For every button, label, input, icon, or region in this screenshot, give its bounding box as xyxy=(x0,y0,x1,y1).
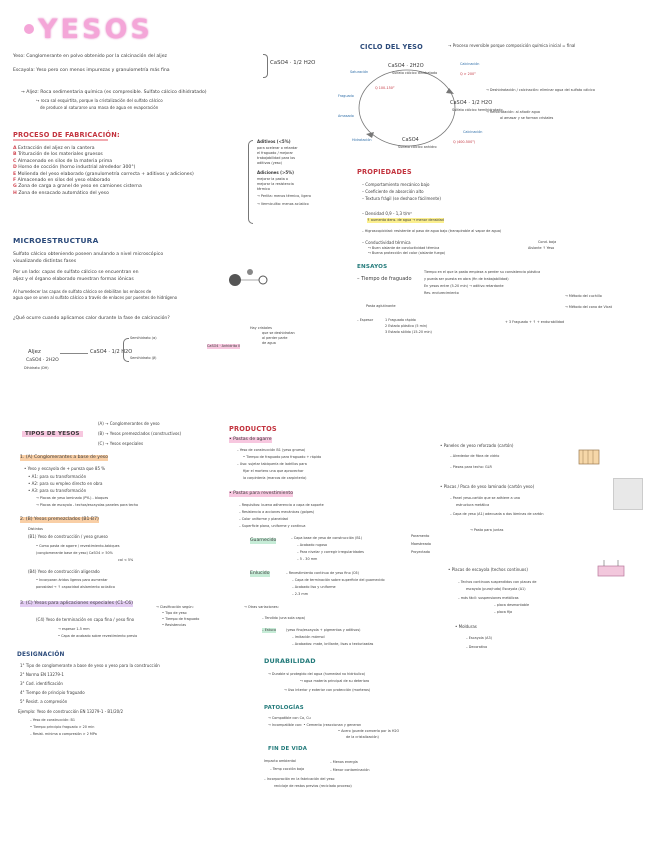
list-item: H Zona de ensacado automático del yeso xyxy=(13,190,109,196)
paneles-line: – Alrededor de fibra de vidrio xyxy=(450,454,500,458)
proceso-list xyxy=(13,146,194,197)
paneles-title: • Paneles de yeso reforzado (cartón) xyxy=(440,443,514,448)
patologias-line: → Compatible con Ca, Cu xyxy=(268,716,311,720)
heading-productos: PRODUCTOS xyxy=(229,425,277,433)
molduras-line: – Escayola (A3) xyxy=(466,636,492,640)
adiciones-line: → Vermiculita: menos acústico xyxy=(257,202,309,206)
tipo-c-line: → Clasificación según: xyxy=(156,605,194,609)
patologias-line: de la cristalización) xyxy=(346,735,379,739)
enlucido-line: – Capa de terminación sobre superficie del guarnecido xyxy=(292,578,385,582)
ensayo-desc: Tiempo en el que la pasta empieza a perder su consistencia plástica xyxy=(424,270,541,274)
ensayo-espesor: – Espesor xyxy=(357,318,374,322)
micro-label: Semihidrato (β) xyxy=(130,356,157,360)
definition-yeso: Yeso: Conglomerante en polvo obtenido por la calcinación del aljez xyxy=(13,54,167,59)
guarnecido-line: – 5 - 30 mm xyxy=(297,557,318,561)
fin-vida-line: – Temp cocción baja xyxy=(270,767,305,771)
prop-cond-sub: ↪ Buena protección del calor (aislante fuego) xyxy=(368,251,446,255)
tipo-b-line: porosidad → ↑ capacidad aislamiento acústico xyxy=(36,585,115,589)
guarnecido-side: Proyectado xyxy=(411,550,430,554)
tipo-c-heading: 3. (C) Yesos para aplicaciones especiales (C1-C6) xyxy=(20,601,133,606)
aditivos-line: el fraguado / mejorar xyxy=(257,151,293,155)
designacion-ex-line: – Resist. mínima a compresión > 2 MPa xyxy=(30,732,97,736)
micro-line: Sulfato cálcico obteniendo poseen anulando a nivel microscópico xyxy=(13,252,164,257)
tipo-c-line: • Resistencias xyxy=(162,623,187,627)
designacion-ex-line: • Tiempo principio fraguado > 20 min xyxy=(30,725,95,729)
list-item: C Almacenado en silos de la materia prima xyxy=(13,158,113,164)
heading-proceso: PROCESO DE FABRICACIÓN: xyxy=(13,131,120,139)
tendido: – Tendido (una sola capa) xyxy=(262,616,306,620)
heading-underline xyxy=(13,139,108,141)
enlucido-line: – Acabado liso y uniforme xyxy=(292,585,336,589)
otras-variaciones: → Otras variaciones: xyxy=(244,605,279,609)
enlucido-line: – Revestimiento continuo de yeso fino (C6) xyxy=(286,571,359,575)
molduras-line: – Decorativo xyxy=(466,645,488,649)
micro-line: aljez y el órgano elaborado muestran formas iónicas xyxy=(13,277,134,282)
tipo-b-line: • Como pasta de agarre / revestimiento-tabiques xyxy=(36,544,120,548)
adiciones-line: → Perlita: menos térmico, ligero xyxy=(257,194,311,198)
fin-vida-line: – Incorporación en la fabricación del yeso xyxy=(264,777,335,781)
estuco-line: – Imitación mármol xyxy=(292,635,325,639)
cycle-arrow-label: Fraguado xyxy=(338,94,354,98)
cycle-node-right-sub: Sulfato cálcico hemihidratado xyxy=(452,108,503,112)
prop-aislante: Aislante ↑ Yeso xyxy=(528,246,555,250)
ensayo-espesor-side: + 3 Fraguado + ↑ + endurabilidad xyxy=(505,320,565,324)
arrow-line xyxy=(60,353,88,354)
cycle-arrow-label: Calcinación xyxy=(460,62,480,66)
tipo-a-line: • A3: para su transformación xyxy=(28,488,87,493)
micro-line: agua que se unen al sulfato cálcico a través de enlaces por puentes de hidrógeno xyxy=(13,295,178,300)
durabilidad-line: → Durable si protegido del agua (humedad no hidráulico) xyxy=(268,672,366,676)
panel-icon xyxy=(577,446,603,468)
list-item: G Zona de carga a granel de yeso en camiones cisterna xyxy=(13,184,142,190)
designacion-ex-line: – Yeso de construcción: B1 xyxy=(30,718,76,722)
prop-line: – Textura frágil (se deshace fácilmente) xyxy=(362,196,441,201)
prop-densidad: – Densidad 0,9 - 1,3 t/m³ xyxy=(362,211,412,216)
cycle-temp: Q (400-500°) xyxy=(453,140,476,144)
prod-line: fijar el mortero una que aprovechar xyxy=(243,469,304,473)
placas-line: → Pasta para juntas xyxy=(470,528,504,532)
list-item: E Molienda del yeso elaborado (granulometría correcta + aditivos y adiciones) xyxy=(13,171,194,177)
prod-line: la carpintería (marcos de carpintería) xyxy=(243,476,307,480)
productos-pasta-agarre: • Pastas de agarre xyxy=(229,437,272,442)
molecule-icon xyxy=(225,262,275,296)
placas-laminado-title: • Placas / Paca de yeso laminado (cartón yeso) xyxy=(440,484,535,489)
micro-line: Al humedecer las capas de sulfato cálcico se debilitan los enlaces de xyxy=(13,289,152,294)
title-dot-icon xyxy=(24,24,34,34)
ensayo-espesor-line: 2 Estado plástico (5 min) xyxy=(385,324,428,328)
tipo-b-line: (B1) Yeso de construcción / yeso grueso xyxy=(28,534,108,539)
micro-note: Hay cristales xyxy=(250,326,272,330)
enlucido-label: Enlucido xyxy=(250,571,270,576)
page-title: YESOS xyxy=(38,14,153,45)
prod-line: – Color uniforme y planeidad xyxy=(239,517,288,521)
ensayo-espesor-line: 3 Estado sólido (15-20 min) xyxy=(385,330,432,334)
escayola-line: – más fácil: suspensiones metálicas xyxy=(458,596,519,600)
paneles-line: – Piezas para techo: GLR xyxy=(450,465,492,469)
escayola-line: escayola (pura/ruda) Escayola (A1) xyxy=(466,587,526,591)
tipo-a-line: • A1: para su transformación xyxy=(28,474,87,479)
placa-image-icon xyxy=(613,478,643,510)
estuco-line: – Acabados: mate, brillante, lisas o texturizadas xyxy=(292,642,374,646)
tipo-c-line: • Tiempo de fraguado xyxy=(162,617,200,621)
tipo-c-line: • Capa de acabado sobre revestimiento previo xyxy=(58,634,138,638)
formula: CaSO4 · 1/2 H2O xyxy=(270,60,316,66)
prod-line: – Yeso de construcción B1 (yeso grueso) xyxy=(237,448,306,452)
list-item: B Trituración de los materiales gruesos xyxy=(13,152,103,158)
micro-note: de agua xyxy=(262,341,276,345)
prop-line: – Comportamiento mecánico bajo xyxy=(362,182,430,187)
prop-baja: Cond. baja xyxy=(538,240,557,244)
list-item: F Almacenado en silos del yeso elaborado xyxy=(13,178,111,184)
designacion-line: 2° Norma EN 13279-1 xyxy=(20,672,64,677)
ensayo-desc: En yesos entre (5-20 min) → aditivo retardante xyxy=(424,284,504,288)
tipo-c-line: → espesor 1-5 mm xyxy=(58,627,90,631)
tipo-b-line: Distintos xyxy=(28,527,43,531)
heading-ensayos: ENSAYOS xyxy=(357,264,388,270)
heading-tipos: TIPOS DE YESOS xyxy=(22,431,83,437)
prod-line: – Uso: sujetar tabiquería de ladrillos para xyxy=(237,462,307,466)
tipo-a-line: • A2: para su empleo directo en obra xyxy=(28,481,103,486)
enlucido-line: – 2-3 mm xyxy=(292,592,308,596)
tipo-c-line: • Tipo de yeso xyxy=(162,611,187,615)
fin-vida-line: – Menos energía xyxy=(330,760,358,764)
micro-label: Semihidrato (α) xyxy=(130,336,157,340)
fin-vida-line: – Menor contaminación xyxy=(330,768,370,772)
placas-line: – Panel yeso-cartón que se adhiere a una xyxy=(450,496,521,500)
productos-pasta-rev: • Pastas para revestimiento xyxy=(229,491,294,496)
cycle-arrow-label: Saturación xyxy=(350,70,369,74)
placas-escayola-title: • Placas de escayola (techos continuos) xyxy=(448,567,528,572)
prop-cond-sub: ↪ Buen aislante de conductividad térmica xyxy=(368,246,440,250)
micro-label: CaSO4 · 1/2 H2O xyxy=(90,349,133,355)
cycle-node-right: CaSO4 · 1/2 H2O xyxy=(450,100,493,106)
list-item: D Horno de cocción (horno industrial alrededor 300°) xyxy=(13,165,136,171)
aljez-line: → Aljez: Roca sedimentaria química (es compresible. Sulfato cálcico dihidratado) xyxy=(21,90,207,95)
prop-conductividad: – Conductividad térmica xyxy=(362,240,411,245)
micro-note: al perder parte xyxy=(262,336,288,340)
estuco-line: (yeso fino/escayola + pigmentos y aditivos) xyxy=(286,628,361,632)
ciclo-note: al amasar y se forman cristales xyxy=(500,116,554,120)
designacion-line: 4° Tiempo de principio fraguado xyxy=(20,690,85,695)
fin-vida-line: Impacto ambiental xyxy=(264,759,296,763)
escayola-line: – Techos continuos suspendidos con placas de xyxy=(458,580,537,584)
placas-line: – Capa de yeso (A1) adecuada a dos láminas de cartón xyxy=(450,512,544,516)
cycle-temp: Q > 200° xyxy=(460,72,476,76)
prod-line: – Resistencia a acciones mecánicas (golpes) xyxy=(239,510,315,514)
heading-fin-vida: FIN DE VIDA xyxy=(268,746,308,752)
tipo-b-line: • Incorporan áridos ligeros para aumentar xyxy=(36,578,108,582)
tipo-a-line: → Placas de yeso laminado (PYL) - bloques xyxy=(36,496,109,500)
tipo-a-heading: 1. (A) Conglomerantes a base de yeso xyxy=(20,455,108,460)
designacion-line: 3° Cod. identificación xyxy=(20,681,63,686)
patologias-line: • Acero (puede corroerlo por la H2O xyxy=(338,729,400,733)
tipo-class: (A) → Conglomerantes de yeso xyxy=(98,421,160,426)
tipo-a-line: → Placas de escayola - techos/escayolas paneles para techo xyxy=(36,503,139,507)
definition-escayola: Escayola: Yeso pero con menos impurezas y granulometría más fina xyxy=(13,68,170,73)
cycle-temp: Q 100-150° xyxy=(375,86,395,90)
ensayo-desc: Rev. endurecimiento xyxy=(424,291,459,295)
prop-higro: – Higroscopicidad: resistente al paso de agua bajo (transpirable al vapor de agua) xyxy=(362,229,502,233)
prop-line: – Coeficiente de absorción alto xyxy=(362,189,424,194)
designacion-line: 5° Resist. a compresión xyxy=(20,699,68,704)
micro-note: que se deshidratan xyxy=(262,331,295,335)
guarnecido-line: – Para nivelar y corregir irregularidades xyxy=(297,550,364,554)
estuco: – Estuco xyxy=(262,628,277,632)
ensayo-pasta: Pasta aglutinante xyxy=(366,304,396,308)
molduras-title: • Molduras xyxy=(455,624,477,629)
ciclo-subtitle: → Proceso reversible porque composición química inicial = final xyxy=(448,43,576,48)
brace-icon xyxy=(123,338,129,362)
ciclo-note: → Rehidratación: al añadir agua xyxy=(486,110,541,114)
micro-label: Dihidrato (DH) xyxy=(24,366,49,370)
prod-line: • Tiempo de fraguado para fraguado + rápido xyxy=(243,455,322,459)
aditivos-line: trabajabilidad para los xyxy=(257,156,296,160)
ensayo-espesor-line: 1 Fraguado rápido xyxy=(385,318,416,322)
prod-line: – Superficie plana, uniforme y continua xyxy=(239,524,306,528)
adiciones-title: Adiciones (>5%) xyxy=(257,170,294,175)
heading-patologias: PATOLOGÍAS xyxy=(264,705,304,711)
cycle-arrow-label: Calcinación xyxy=(463,130,483,134)
micro-line: visualizando distintas fases xyxy=(13,259,77,264)
tipo-class: (C) → Yesos especiales xyxy=(98,441,144,446)
tipo-b-line: (conglomerante base de yeso) CaSO4 > 50% xyxy=(36,551,113,555)
guarnecido-side: Paramento xyxy=(411,534,430,538)
prod-line: – Requisitos: buena adherencia a capa de soporte xyxy=(239,503,324,507)
prop-aumento: ↑ aumenta dens. de agua → menor densidad xyxy=(367,218,444,222)
designacion-line: 1° Tipo de conglomerante a base de yeso o yeso para la construcción xyxy=(20,663,160,668)
fin-vida-line: reciclaje de restos previos (reciclado proceso) xyxy=(274,784,352,788)
heading-ciclo: CICLO DEL YESO xyxy=(360,43,423,51)
cycle-arrow-label: Hidratación xyxy=(352,138,372,142)
patologias-line: → Incompatible con: • Cemento (reaccionan y generan xyxy=(268,723,362,727)
tipo-b-line: (B4) Yeso de construcción aligerado xyxy=(28,569,100,574)
ensayo-metodo: → Método del cono de Vicat xyxy=(565,305,612,309)
micro-label: CaSO4 · Anhidrita II xyxy=(207,344,241,348)
cycle-node-top: CaSO4 · 2H2O xyxy=(388,63,424,69)
micro-label-aljez: Aljez xyxy=(28,349,41,355)
cycle-node-bottom: CaSO4 xyxy=(402,137,419,143)
aditivos-line: para acelerar o retardar xyxy=(257,146,298,150)
brace-icon xyxy=(248,140,253,224)
aljez-sub-2: de produce al saturarse una masa de agua en evaporación xyxy=(40,105,159,110)
micro-question: ¿Qué ocurre cuando aplicamos calor durante la fase de calcinación? xyxy=(13,316,170,321)
tipo-b-line: cal < 5% xyxy=(118,558,134,562)
ensayo-desc: y pueda ser puesta en obra (fin de trabajabilidad) xyxy=(424,277,509,281)
guarnecido-side: Maestreado xyxy=(411,542,431,546)
adiciones-line: mejorar la pasta o xyxy=(257,177,289,181)
micro-line: Por un lado: capas de sulfato cálcico se encuentran en xyxy=(13,270,139,275)
tipo-a-line: • Yeso y escayola de + pureza que 85 % xyxy=(24,466,106,471)
guarnecido-line: – Capa base de yeso de construcción (B1) xyxy=(291,536,363,540)
micro-label: CaSO4 · 2H2O xyxy=(26,358,59,363)
list-item: A Extracción del aljez en la cantera xyxy=(13,146,95,151)
escayola-line: – placa fija xyxy=(494,610,513,614)
tipo-class: (B) → Yesos premezclados (constructivos) xyxy=(98,431,182,436)
tipo-b-heading: 2. (B) Yesos premezclados (B1-B7) xyxy=(20,517,99,522)
ceiling-icon xyxy=(596,560,626,580)
heading-durabilidad: DURABILIDAD xyxy=(264,657,316,665)
tipo-c-line: (C4) Yeso de terminación en capa fina / yeso fino xyxy=(36,617,135,622)
heading-propiedades: PROPIEDADES xyxy=(357,168,412,176)
escayola-line: – placa desmontable xyxy=(494,603,530,607)
ciclo-note: → Deshidratación / calcinación: eliminar agua del sulfato cálcico xyxy=(486,88,595,92)
ensayo-fraguado: – Tiempo de fraguado xyxy=(357,276,412,282)
heading-designacion: DESIGNACIÓN xyxy=(17,652,65,658)
durabilidad-line: ↪ agua materia principal de su deterioro xyxy=(300,679,370,683)
heading-microestructura: MICROESTRUCTURA xyxy=(13,236,99,245)
ensayo-metodo: → Método del cuchillo xyxy=(565,294,602,298)
placas-line: estructura metálica xyxy=(456,503,490,507)
cycle-node-bottom-sub: Sulfato cálcico anhidro xyxy=(398,145,437,149)
guarnecido-label: Guarnecido xyxy=(250,538,277,543)
cycle-node-top-sub: Sulfato cálcico dihidratado xyxy=(392,71,438,75)
designacion-example: Ejemplo: Yeso de construcción EN 13279-1 - B1/20/2 xyxy=(18,709,124,714)
durabilidad-line: → Uso interior y exterior con protección (morteros) xyxy=(284,688,371,692)
brace-icon xyxy=(263,54,268,78)
aditivos-line: aditivos (yeso) xyxy=(257,161,282,165)
guarnecido-line: – Acabado rugoso xyxy=(297,543,328,547)
cycle-arrow-label: Amasado xyxy=(338,114,354,118)
aditivos-title: Aditivos (<5%) xyxy=(257,139,291,144)
aljez-sub-1: ↪ roca sal esquirtita, porque la cristalización del sulfato cálcico xyxy=(36,98,163,103)
adiciones-line: mejorar la resistencia xyxy=(257,182,294,186)
adiciones-line: térmico xyxy=(257,187,270,191)
